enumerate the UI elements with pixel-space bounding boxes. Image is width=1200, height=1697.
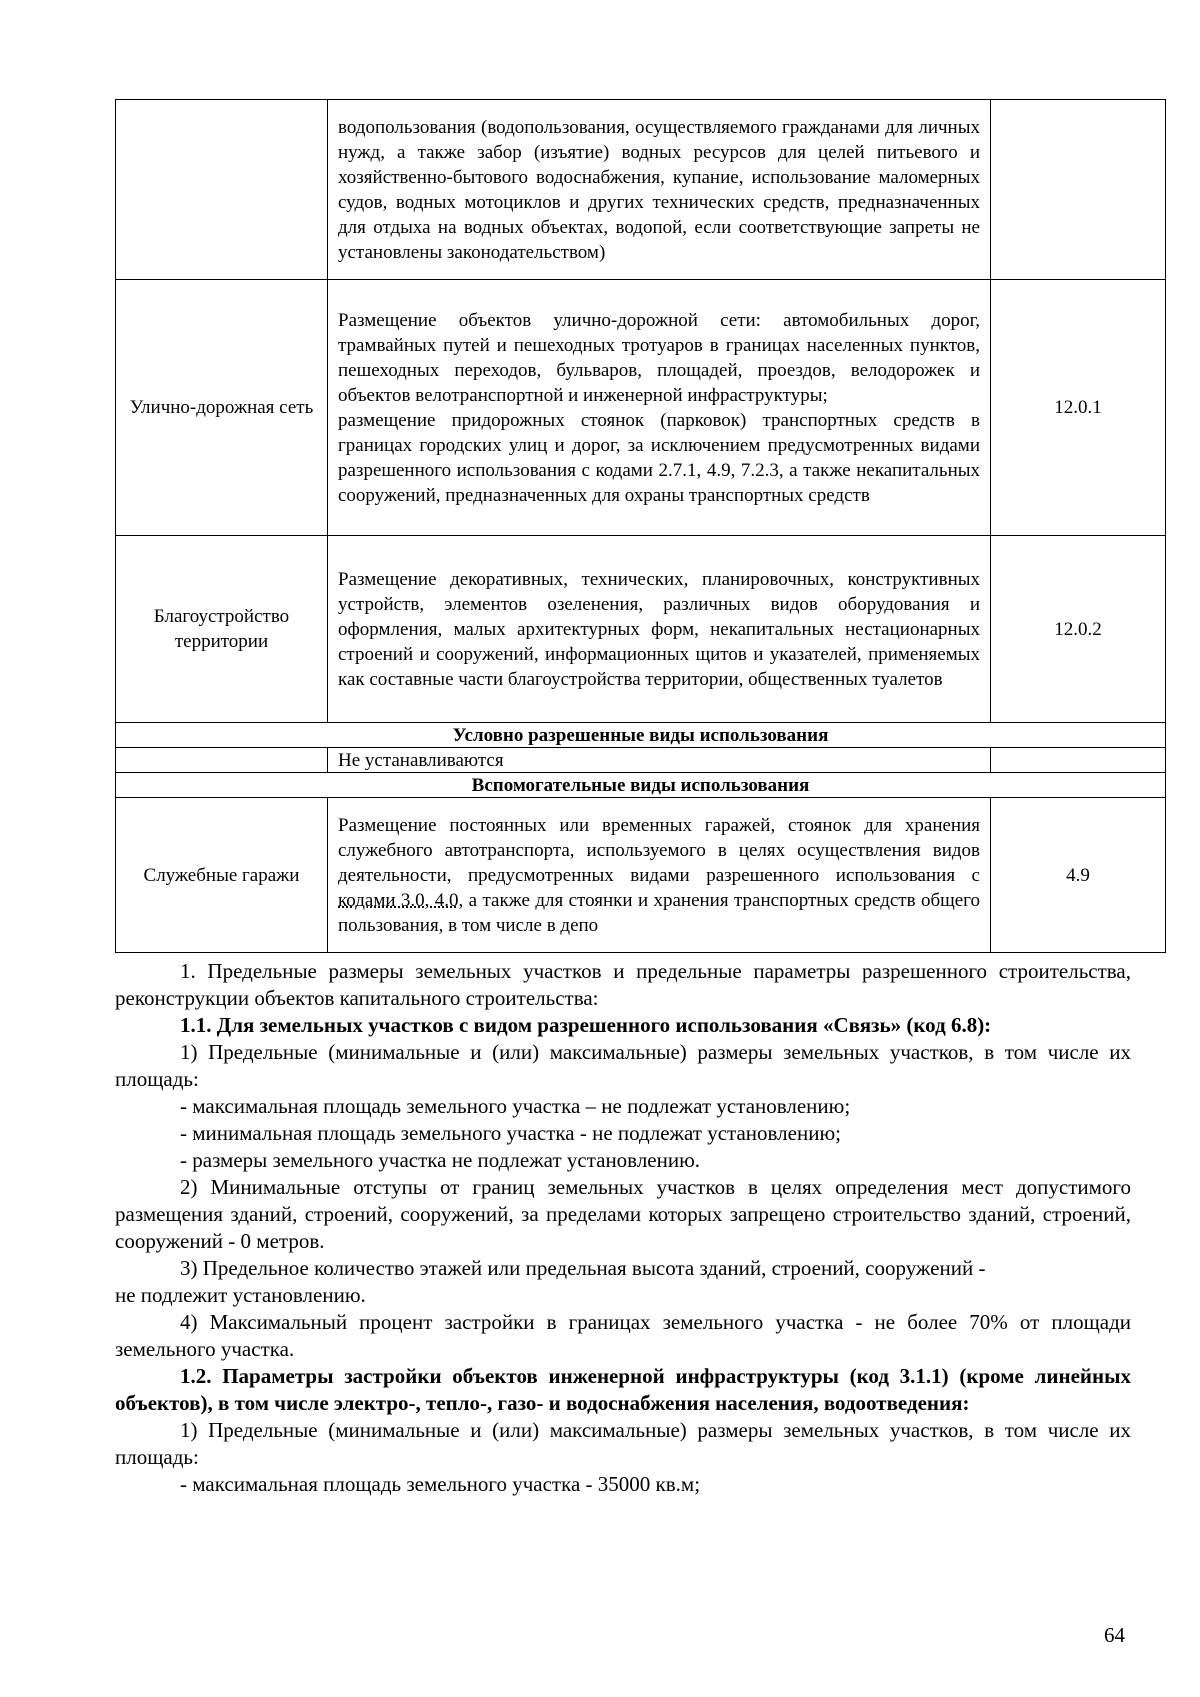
paragraph: 1. Предельные размеры земельных участков и предельные параметры разрешенного строительства, реконструкции объектов капитального строительства: — [115, 959, 1131, 1010]
use-name-cell: Служебные гаражи — [116, 798, 328, 953]
body-text — [115, 958, 1131, 1498]
use-description-cell — [328, 280, 991, 536]
paragraph: 3) Предельное количество этажей или предельная высота зданий, строений, сооружений - — [180, 1256, 986, 1280]
description-part: , а также для стоянки и хранения транспортных средств общего пользования, в том числе в депо — [338, 889, 980, 936]
use-name-cell — [116, 100, 328, 280]
description-part: размещение придорожных стоянок (парковок) транспортных средств в границах городских улиц и дорог, за исключением предусмотренных видами разрешенного использования с кодами 2.7.1, 4.9, 7.2.3, а также некапитальных сооружений, предназначенных для охраны транспортных средств — [338, 409, 980, 506]
paragraph: 1) Предельные (минимальные и (или) максимальные) размеры земельных участков, в том числе их площадь: — [115, 1040, 1131, 1091]
use-name-cell: Улично-дорожная сеть — [116, 280, 328, 536]
table-row — [116, 798, 1166, 953]
use-description-cell: Размещение декоративных, технических, планировочных, конструктивных устройств, элементов озеленения, различных видов оборудования и оформления, малых архитектурных форм, некапитальных нестационарных строений и сооружений, информационных щитов и указателей, применяемых как составные части благоустройства территории, общественных туалетов — [328, 536, 991, 723]
table-row — [116, 100, 1166, 280]
use-code-cell: 12.0.2 — [991, 536, 1166, 723]
table-row — [116, 280, 1166, 536]
description-part: Размещение постоянных или временных гаражей, стоянок для хранения служебного автотранспорта, используемого в целях осуществления видов деятельности, предусмотренных видами разрешенного использования с — [338, 814, 980, 886]
list-item: - минимальная площадь земельного участка - не подлежат установлению; — [180, 1121, 841, 1145]
land-use-table — [115, 99, 1166, 953]
section-header-row — [116, 723, 1166, 748]
use-description-cell: водопользования (водопользования, осуществляемого гражданами для личных нужд, а также забор (изъятие) водных ресурсов для целей питьевого и хозяйственно-бытового водоснабжения, купание, использование маломерных судов, водных мотоциклов и других технических средств, предназначенных для отдыха на водных объектах, водопой, если соответствующие запреты не установлены законодательством) — [328, 100, 991, 280]
use-code-cell — [991, 100, 1166, 280]
paragraph: 2) Минимальные отступы от границ земельных участков в целях определения мест допустимого размещения зданий, строений, сооружений, за пределами которых запрещено строительство зданий, строений, сооружений - 0 метров. — [115, 1175, 1131, 1253]
use-code-cell — [991, 748, 1166, 773]
code-reference-link[interactable]: кодами 3.0, 4.0 — [338, 889, 459, 911]
table-row — [116, 748, 1166, 773]
paragraph: 1) Предельные (минимальные и (или) максимальные) размеры земельных участков, в том числе их площадь: — [115, 1418, 1131, 1469]
use-code-cell: 4.9 — [991, 798, 1166, 953]
page-number: 64 — [1104, 1623, 1125, 1647]
section-heading: 1.2. Параметры застройки объектов инженерной инфраструктуры (код 3.1.1) (кроме линейных объектов), в том числе электро-, тепло-, газо- и водоснабжения населения, водоотведения: — [115, 1364, 1131, 1415]
list-item: - размеры земельного участка не подлежат установлению. — [180, 1148, 701, 1172]
use-name-cell: Благоустройство территории — [116, 536, 328, 723]
not-set-cell: Не устанавливаются — [328, 748, 991, 773]
list-item: - максимальная площадь земельного участка - 35000 кв.м; — [180, 1472, 701, 1496]
paragraph: 4) Максимальный процент застройки в границах земельного участка - не более 70% от площади земельного участка. — [115, 1310, 1131, 1361]
paragraph: не подлежит установлению. — [115, 1283, 366, 1307]
section-heading: 1.1. Для земельных участков с видом разрешенного использования «Связь» (код 6.8): — [180, 1013, 992, 1037]
section-header-row — [116, 773, 1166, 798]
use-description-cell — [328, 798, 991, 953]
table-row — [116, 536, 1166, 723]
section-header-conditional: Условно разрешенные виды использования — [116, 723, 1166, 748]
use-name-cell — [116, 748, 328, 773]
section-header-auxiliary: Вспомогательные виды использования — [116, 773, 1166, 798]
use-code-cell: 12.0.1 — [991, 280, 1166, 536]
description-part: Размещение объектов улично-дорожной сети: автомобильных дорог, трамвайных путей и пешеходных тротуаров в границах населенных пунктов, пешеходных переходов, бульваров, площадей, проездов, велодорожек и объектов велотранспортной и инженерной инфраструктуры; — [338, 309, 980, 406]
list-item: - максимальная площадь земельного участка – не подлежат установлению; — [180, 1094, 851, 1118]
